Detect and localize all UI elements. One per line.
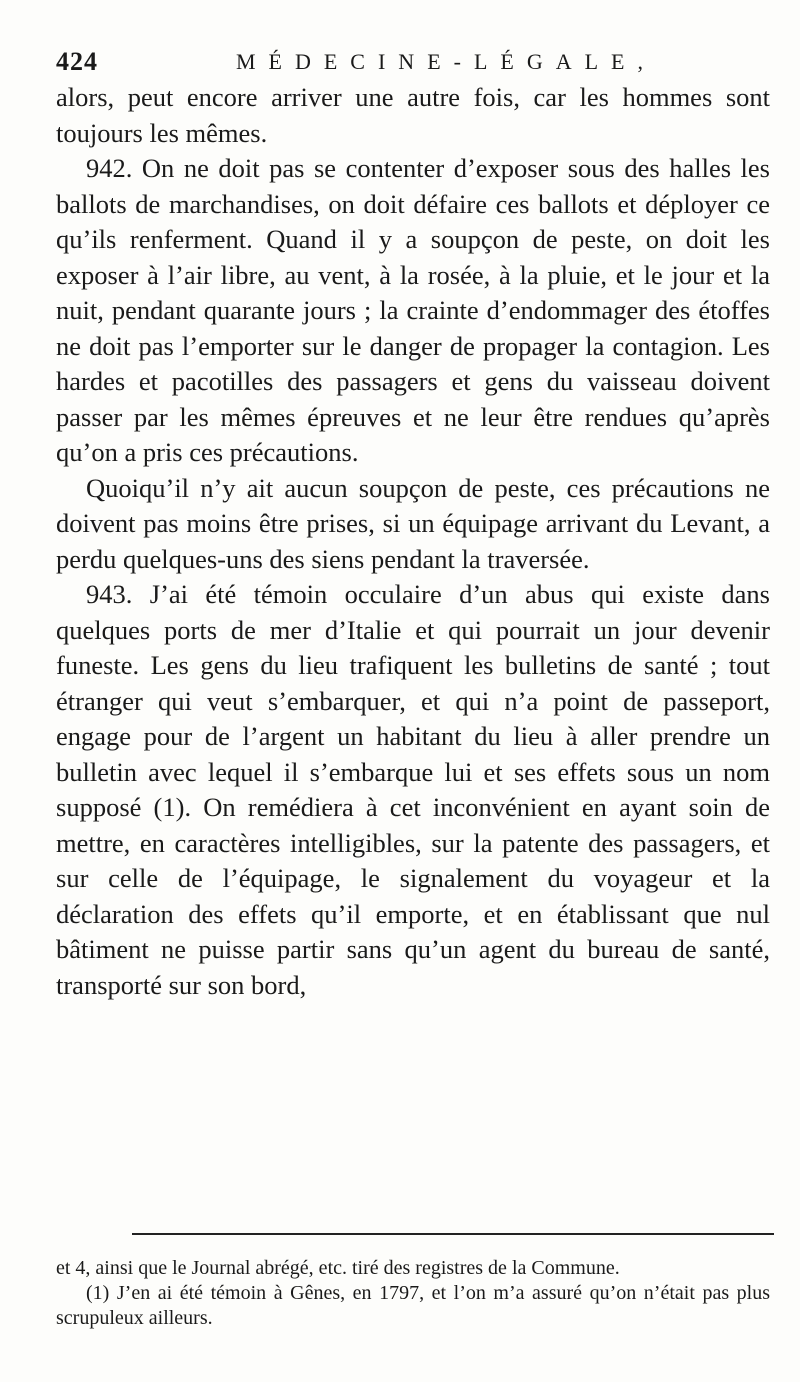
main-text xyxy=(56,80,770,1003)
footnote-1: (1) J’en ai été témoin à Gênes, en 1797, et l’on m’a assuré qu’on n’était pas plus scrupuleux ailleurs. xyxy=(56,1282,770,1329)
footnote-continuation: et 4, ainsi que le Journal abrégé, etc. tiré des registres de la Commune. xyxy=(56,1257,620,1279)
running-title: MÉDECINE-LÉGALE, xyxy=(235,49,656,74)
footnote-divider xyxy=(132,1233,774,1235)
paragraph-943: 943. J’ai été témoin occulaire d’un abus qui existe dans quelques ports de mer d’Italie et qui pourrait un jour devenir funeste. Les gens du lieu trafiquent les bulletins de santé ; tout étranger qui veut s’embarquer, et qui n’a point de passeport, engage pour de l’argent un habitant du lieu à aller prendre un bulletin avec lequel il s’embarque lui et ses effets sous un nom supposé (1). On remédiera à cet inconvénient en ayant soin de mettre, en caractères intelligibles, sur la patente des passagers, et sur celle de l’équipage, le signalement du voyageur et la déclaration des effets qu’il emporte, et en établissant que nul bâtiment ne puisse partir sans qu’un agent du bureau de santé, transporté sur son bord, xyxy=(56,579,770,1000)
page-header xyxy=(56,42,766,82)
paragraph-942: 942. On ne doit pas se contenter d’exposer sous des halles les ballots de marchandises, on doit défaire ces ballots et déployer ce qu’ils renferment. Quand il y a soupçon de peste, on doit les exposer à l’air libre, au vent, à la rosée, à la pluie, et le jour et la nuit, pendant quarante jours ; la crainte d’endommager des étoffes ne doit pas l’emporter sur le danger de propager la contagion. Les hardes et pacotilles des passagers et gens du vaisseau doivent passer par les mêmes épreuves et ne leur être rendues qu’après qu’on a pris ces précautions. xyxy=(56,153,770,467)
paragraph-942-continued: Quoiqu’il n’y ait aucun soupçon de peste, ces précautions ne doivent pas moins être prises, si un équipage arrivant du Levant, a perdu quelques-uns des siens pendant la traversée. xyxy=(56,472,770,574)
footnotes xyxy=(56,1256,770,1331)
paragraph-continuation: alors, peut encore arriver une autre fois, car les hommes sont toujours les mêmes. xyxy=(56,82,770,148)
page-number: 424 xyxy=(56,47,98,76)
